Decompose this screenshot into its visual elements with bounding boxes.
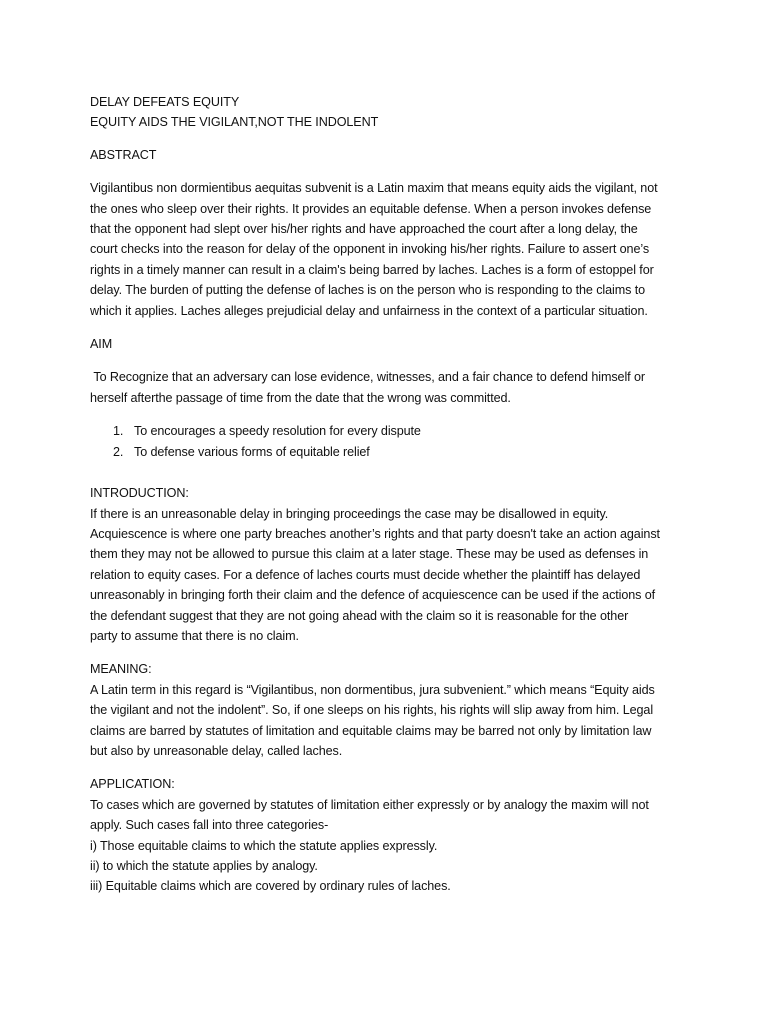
abstract-line: Vigilantibus non dormientibus aequitas subvenit is a Latin maxim that means equity aids the vigilant, not	[90, 181, 658, 196]
aim-line: herself afterthe passage of time from the date that the wrong was committed.	[90, 390, 511, 405]
list-number: 1.	[113, 424, 124, 439]
introduction-line: If there is an unreasonable delay in bringing proceedings the case may be disallowed in equity.	[90, 506, 609, 521]
abstract-line: that the opponent had slept over his/her rights and have approached the court after a long delay, the	[90, 222, 638, 237]
introduction-line: the defendant suggest that they are not going ahead with the claim so it is reasonable for the other	[90, 608, 629, 623]
application-line: ii) to which the statute applies by analogy.	[90, 859, 318, 873]
meaning-line: but also by unreasonable delay, called laches.	[90, 743, 343, 758]
introduction-line: Acquiescence is where one party breaches another’s rights and that party doesn't take an action against	[90, 526, 660, 541]
abstract-line: the ones who sleep over their rights. It provides an equitable defense. When a person invokes defense	[90, 201, 652, 216]
introduction-heading: INTRODUCTION:	[90, 486, 189, 501]
document-body	[90, 92, 682, 897]
application-line: i) Those equitable claims to which the statute applies expressly.	[90, 838, 438, 853]
introduction-line: relation to equity cases. For a defence of laches courts must decide whether the plaintiff has delayed	[90, 567, 641, 582]
document-title: DELAY DEFEATS EQUITY	[90, 95, 240, 109]
meaning-heading: MEANING:	[90, 662, 152, 677]
abstract-line: which it applies. Laches alleges prejudicial delay and unfairness in the context of a particular situation.	[90, 303, 648, 318]
document-subtitle: EQUITY AIDS THE VIGILANT,NOT THE INDOLENT	[90, 115, 379, 130]
introduction-line: them they may not be allowed to pursue this claim at a later stage. These may be used as defenses in	[90, 547, 649, 562]
aim-list-item	[90, 421, 682, 441]
aim-list-item	[90, 442, 682, 462]
meaning-line: claims are barred by statutes of limitation and equitable claims may be barred not only by limitation law	[90, 723, 652, 738]
abstract-line: court checks into the reason for delay of the opponent in invoking his/her rights. Failure to assert one’s	[90, 242, 650, 257]
meaning-paragraph	[90, 680, 682, 762]
abstract-line: rights in a timely manner can result in a claim's being barred by laches. Laches is a form of estoppel for	[90, 262, 654, 277]
application-line: iii) Equitable claims which are covered by ordinary rules of laches.	[90, 879, 451, 894]
meaning-line: A Latin term in this regard is “Vigilantibus, non dormentibus, jura subvenient.” which means “Equity aids	[90, 682, 655, 697]
aim-heading: AIM	[90, 337, 113, 352]
aim-paragraph	[90, 367, 682, 408]
abstract-heading: ABSTRACT	[90, 147, 157, 162]
application-paragraph	[90, 795, 682, 897]
list-text: To defense various forms of equitable relief	[134, 444, 370, 459]
introduction-line: party to assume that there is no claim.	[90, 628, 299, 643]
abstract-paragraph	[90, 178, 682, 321]
aim-line: To Recognize that an adversary can lose evidence, witnesses, and a fair chance to defend himself or	[90, 370, 645, 385]
meaning-line: the vigilant and not the indolent”. So, if one sleeps on his rights, his rights will slip away from him. Legal	[90, 703, 654, 718]
list-number: 2.	[113, 444, 124, 459]
introduction-line: unreasonably in bringing forth their claim and the defence of acquiescence can be used if the actions of	[90, 588, 656, 603]
application-heading: APPLICATION:	[90, 777, 175, 792]
application-line: apply. Such cases fall into three categories-	[90, 818, 329, 833]
application-line: To cases which are governed by statutes of limitation either expressly or by analogy the maxim will not	[90, 797, 649, 812]
introduction-paragraph	[90, 504, 682, 647]
abstract-line: delay. The burden of putting the defense of laches is on the person who is responding to the claims to	[90, 283, 646, 298]
aim-list	[90, 421, 682, 462]
list-text: To encourages a speedy resolution for every dispute	[134, 424, 421, 439]
